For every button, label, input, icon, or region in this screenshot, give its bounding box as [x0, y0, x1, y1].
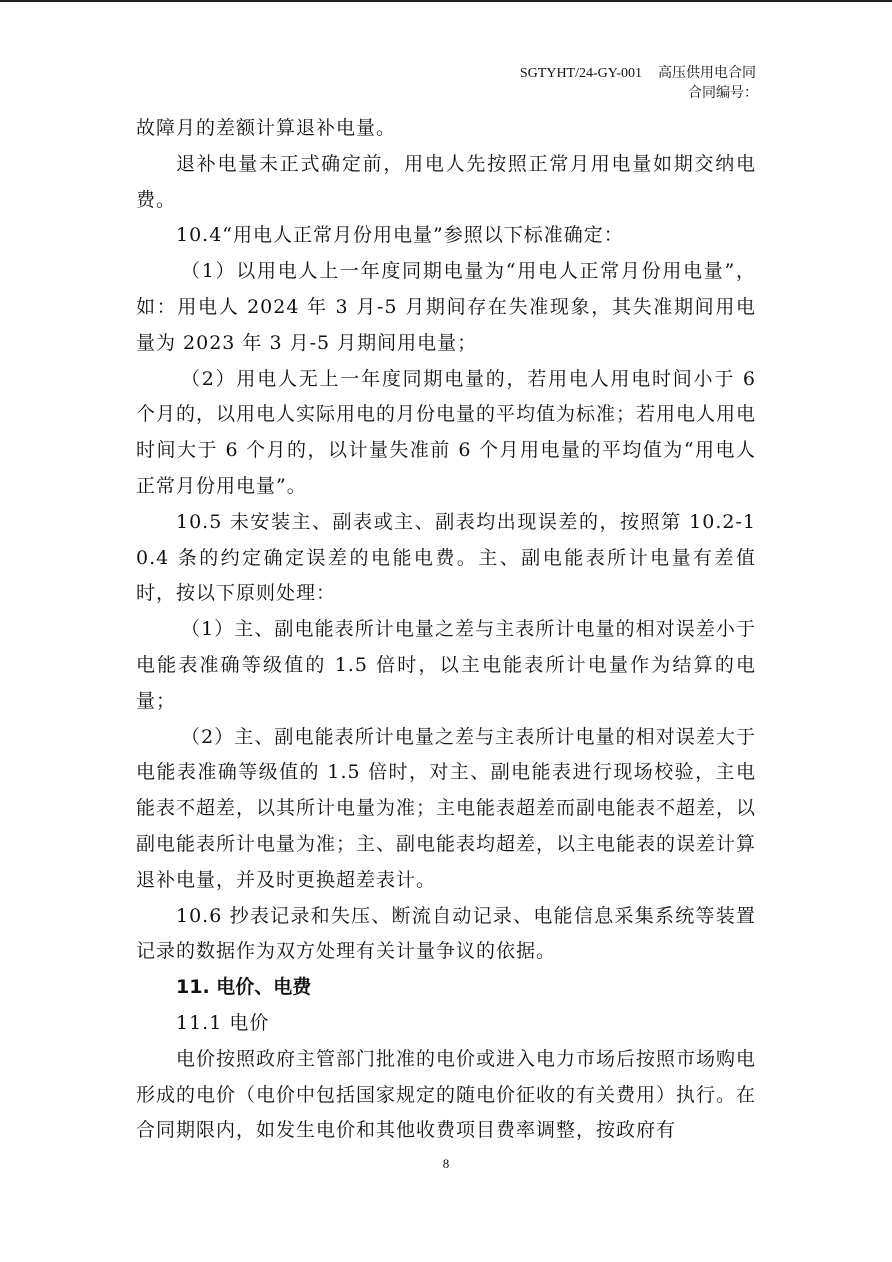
- subsection-heading-11-1: 11.1 电价: [176, 1011, 270, 1034]
- page-top-border: [0, 0, 892, 2]
- contract-number-label: 合同编号：: [688, 86, 758, 101]
- document-body: [136, 111, 756, 1149]
- clause-10-4-item-2: （2）用电人无上一年度同期电量的，若用电人用电时间小于 6 个月的，以用电人实际用电的月份电量的平均值为标准；若用电人用电时间大于 6 个月的，以计量失准前 6 个月用电量的平均值为“用电人正常月份用电量”。: [136, 367, 757, 497]
- contract-title: 高压供用电合同: [658, 66, 756, 81]
- contract-code: SGTYHT/24-GY-001: [519, 66, 642, 81]
- paragraph-pending-payment: 退补电量未正式确定前，用电人先按照正常月用电量如期交纳电费。: [136, 152, 756, 211]
- clause-10-4-item-1: （1）以用电人上一年度同期电量为“用电人正常月份用电量”，如：用电人 2024 年 3 月-5 月期间存在失准现象，其失准期间用电量为 2023 年 3 月-5 月期间用电量；: [136, 260, 756, 354]
- clause-10-5-item-1: （1）主、副电能表所计电量之差与主表所计电量的相对误差小于电能表准确等级值的 1.5 倍时，以主电能表所计电量作为结算的电量；: [136, 618, 756, 712]
- clause-10-6: 10.6 抄表记录和失压、断流自动记录、电能信息采集系统等装置记录的数据作为双方处理有关计量争议的依据。: [136, 904, 756, 963]
- section-heading-11: 11. 电价、电费: [176, 976, 312, 999]
- clause-10-5: 10.5 未安装主、副表或主、副表均出现误差的，按照第 10.2-10.4 条的约定确定误差的电能电费。主、副电能表所计电量有差值时，按以下原则处理：: [136, 510, 756, 605]
- page-number: 8: [442, 1156, 450, 1171]
- clause-10-5-item-2: （2）主、副电能表所计电量之差与主表所计电量的相对误差大于电能表准确等级值的 1.5 倍时，对主、副电能表进行现场校验，主电能表不超差，以其所计电量为准；主电能表超差而副电能表不超差，以副电能表所计电量为准；主、副电能表均超差，以主电能表的误差计算退补电量，并及时更换超差表计。: [136, 725, 757, 891]
- page-header: [520, 64, 756, 104]
- clause-10-4: 10.4“用电人正常月份用电量”参照以下标准确定：: [176, 224, 624, 247]
- header-line-1: [520, 64, 756, 84]
- paragraph-continuation: 故障月的差额计算退补电量。: [136, 117, 397, 139]
- clause-11-1-text: 电价按照政府主管部门批准的电价或进入电力市场后按照市场购电形成的电价（电价中包括国家规定的随电价征收的有关费用）执行。在合同期限内，如发生电价和其他收费项目费率调整，按政府有: [136, 1047, 757, 1142]
